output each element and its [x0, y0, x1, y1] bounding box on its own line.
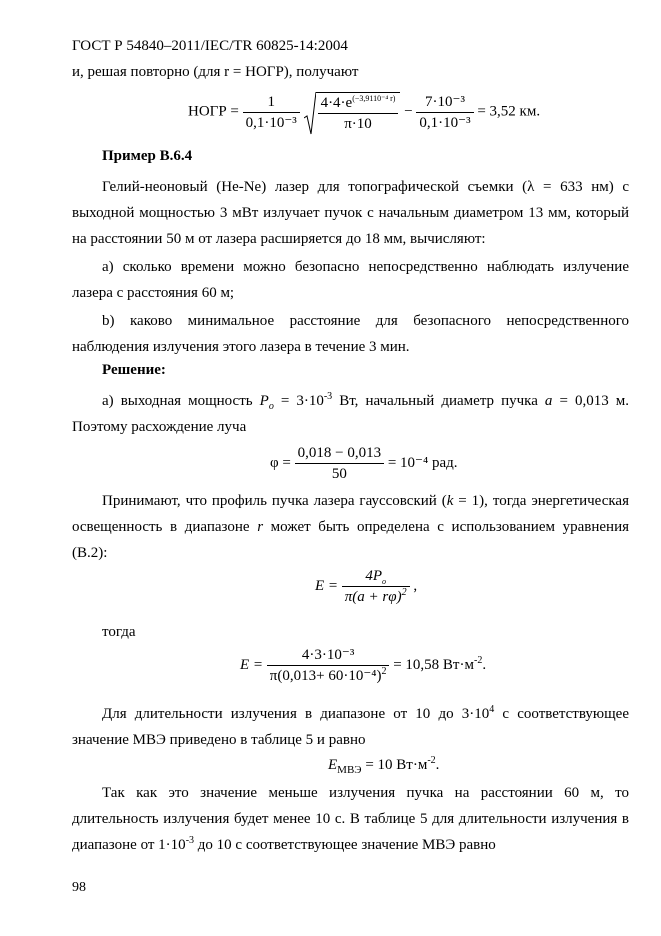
irradiance-value-end: .	[482, 656, 487, 673]
p2-text-2: = 3·10	[273, 393, 324, 409]
p2-exp: -3	[323, 391, 333, 402]
irradiance-value-denominator-exp: 2	[381, 666, 387, 677]
formula-irradiance-lhs: E =	[315, 577, 339, 594]
p3-var-r: r	[257, 519, 264, 535]
p2-text-3: Вт, начальный диаметр пучка	[332, 393, 545, 409]
paragraph-conclusion	[72, 780, 629, 858]
irradiance-denominator: π(a + rφ)	[344, 589, 402, 605]
p5-exp: -3	[185, 835, 195, 846]
formula-nogr-lhs: НОГР =	[188, 103, 239, 120]
formula-nogr	[188, 92, 540, 132]
p2-text-4: = 0,013 м. Поэтому расхождение луча	[72, 393, 629, 435]
irradiance-value-denominator: π(0,013+ 60·10⁻⁴)	[269, 668, 382, 684]
formula-irradiance	[315, 568, 417, 605]
irradiance-numerator: 4P	[365, 568, 383, 584]
fraction-2-numerator: 7·10⁻³	[416, 94, 473, 113]
p2-sub-o: o	[268, 401, 274, 412]
p4-exp: 4	[489, 704, 495, 715]
paragraph-exposure-range	[72, 701, 629, 753]
formula-irradiance-value	[240, 647, 486, 684]
formula-irradiance-value-lhs: E =	[240, 656, 264, 673]
irradiance-value-fraction	[267, 647, 390, 684]
p5-text-2: до 10 с соответствующее значение МВЭ равно	[194, 837, 496, 853]
paragraph-laser-description: Гелий-неоновый (He-Ne) лазер для топографической съемки (λ = 633 нм) с выходной мощностью 3 мВт излучает пучок с начальным диаметром 13 мм, который на расстоянии 50 м от лазера расширяется до 18 мм, вычисляют:	[72, 179, 629, 247]
fraction-2	[416, 94, 473, 131]
irradiance-numerator-sub: o	[382, 577, 387, 586]
irradiance-value-result-exp: -2	[473, 654, 483, 666]
fraction-2-denominator: 0,1·10⁻³	[419, 114, 471, 131]
solution-heading: Решение:	[102, 362, 166, 378]
minus-sign: −	[404, 103, 413, 120]
divergence-denominator: 50	[331, 466, 347, 482]
example-heading: Пример В.6.4	[102, 148, 193, 164]
p2-var-p: P	[259, 393, 269, 409]
formula-mpe	[328, 757, 439, 774]
irradiance-denominator-exp: 2	[401, 587, 407, 598]
p3-text-1: Принимают, что профиль пучка лазера гауссовский (	[102, 493, 447, 509]
formula-mpe-exp: -2	[427, 755, 436, 766]
square-root	[304, 92, 401, 132]
formula-mpe-rhs: = 10 Вт·м	[361, 757, 428, 773]
p4-text-2: с соответствующее значение МВЭ приведено в таблице 5 и равно	[72, 706, 629, 748]
fraction-1	[243, 94, 300, 131]
fraction-1-numerator: 1	[243, 94, 300, 113]
formula-mpe-sub: МВЭ	[337, 764, 362, 776]
formula-divergence-rhs: = 10⁻⁴ рад.	[387, 454, 458, 471]
sqrt-denominator: π·10	[344, 116, 372, 132]
radical-sign-icon	[304, 90, 316, 136]
fraction-1-denominator: 0,1·10⁻³	[245, 114, 297, 131]
question-a: а) сколько времени можно безопасно непосредственно наблюдать излучение лазера с расстояния 60 м;	[72, 259, 629, 301]
paragraph-output-power	[72, 388, 629, 440]
formula-nogr-result: = 3,52 км.	[477, 103, 541, 120]
sqrt-exponent: (−3,9110⁻⁴ r)	[352, 94, 396, 103]
formula-mpe-end: .	[435, 757, 440, 773]
p4-text-1: Для длительности излучения в диапазоне от 10 до 3·10	[102, 706, 490, 722]
intro-line: и, решая повторно (для r = НОГР), получают	[72, 64, 359, 80]
divergence-numerator: 0,018 − 0,013	[295, 445, 384, 464]
p2-var-a: a	[544, 393, 553, 409]
p2-text-1: а) выходная мощность	[102, 393, 260, 409]
sqrt-fraction	[318, 95, 399, 132]
sqrt-numerator: 4·4·e	[320, 95, 353, 111]
irradiance-value-result: = 10,58 Вт·м	[393, 656, 474, 673]
p3-var-k: k	[446, 493, 454, 509]
formula-divergence-lhs: φ =	[270, 454, 291, 471]
formula-divergence	[270, 445, 458, 482]
p3-text-3: может быть определена с использованием уравнения (В.2):	[72, 519, 629, 561]
irradiance-value-numerator: 4·3·10⁻³	[267, 647, 390, 666]
question-b: b) каково минимальное расстояние для безопасного непосредственного наблюдения излучения этого лазера в течение 3 мин.	[72, 313, 629, 355]
paragraph-gaussian-profile	[72, 488, 629, 566]
irradiance-fraction	[342, 568, 410, 605]
page-number: 98	[72, 880, 86, 895]
p5-text-1: Так как это значение меньше излучения пучка на расстоянии 60 м, то длительность излучения будет менее 10 с. В таблице 5 для длительности излучения в диапазоне от 1·10	[72, 785, 629, 853]
formula-mpe-lhs: E	[328, 757, 338, 773]
formula-irradiance-tail: ,	[413, 577, 418, 594]
p3-text-2: = 1), тогда энергетическая освещенность в диапазоне	[72, 493, 629, 535]
divergence-fraction	[295, 445, 384, 482]
then-label: тогда	[102, 624, 136, 640]
page-header: ГОСТ Р 54840–2011/IEC/TR 60825-14:2004	[72, 38, 348, 54]
